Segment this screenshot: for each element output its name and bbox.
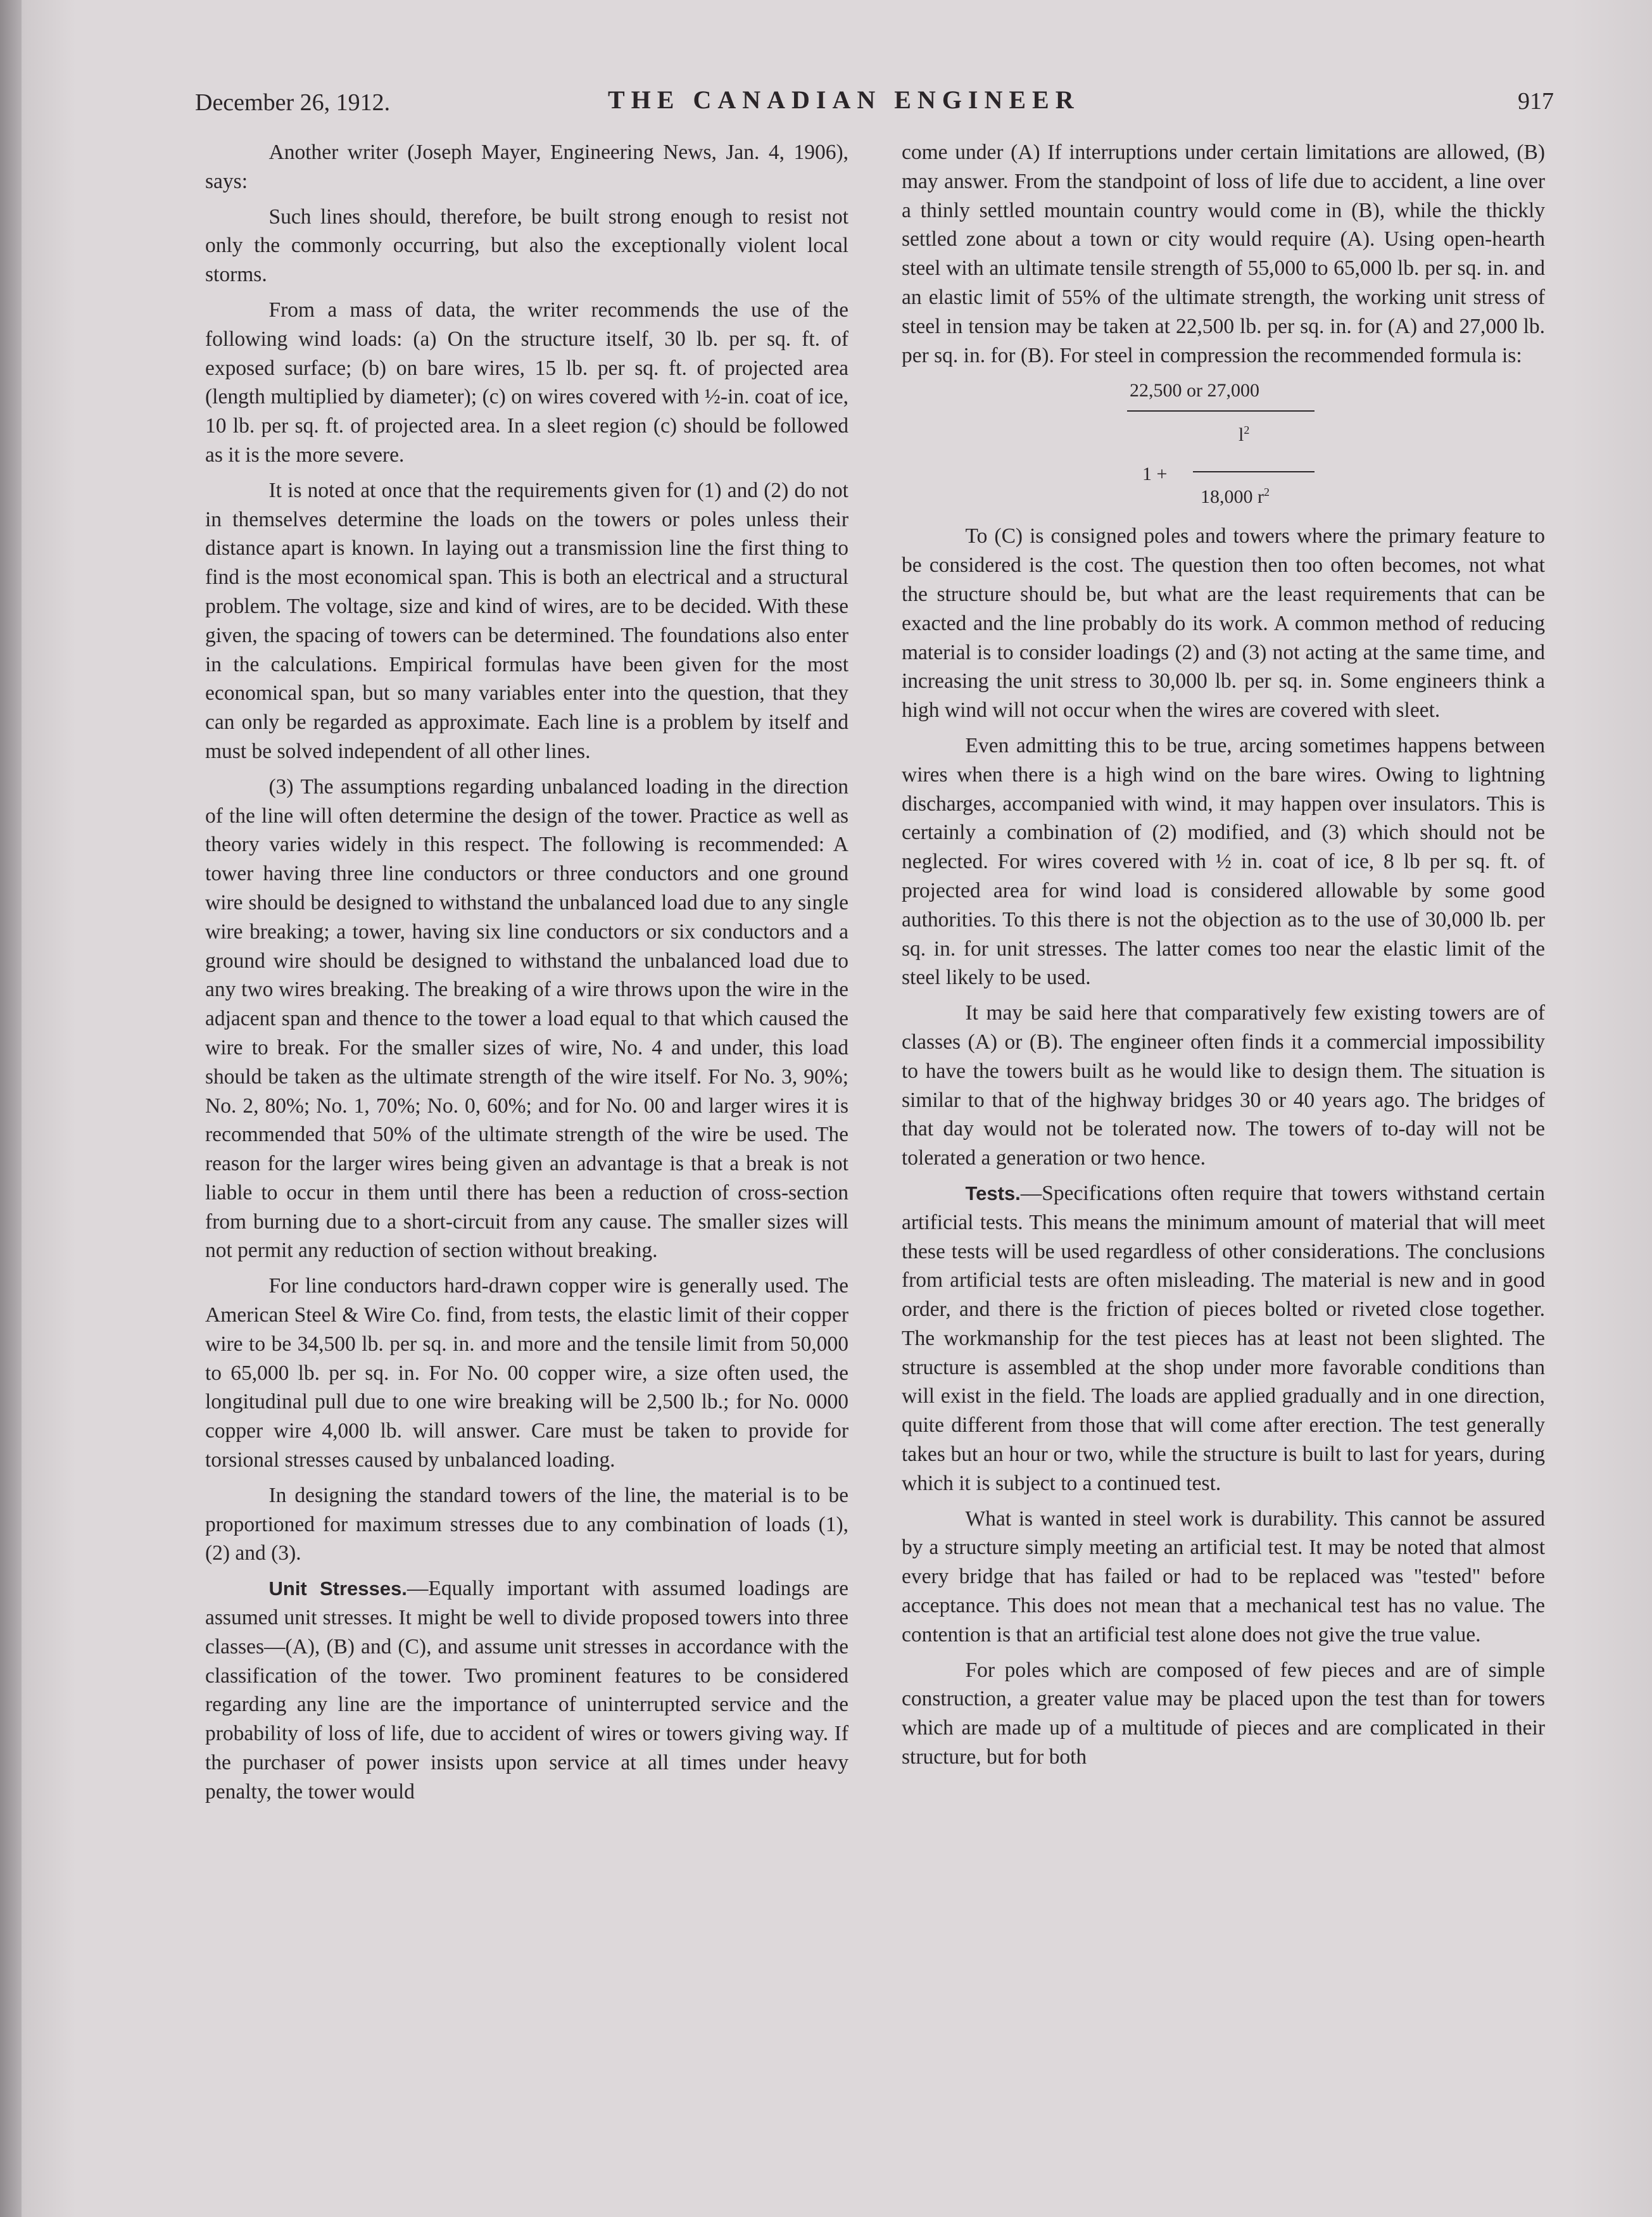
paragraph-text: —Specifications often require that towers withstand certain artificial tests. This means the minimum amount of material that will meet these tests will be used regardless of other considerations. The conclusions from artificial tests are often misleading. The material is new and in good order, and there is the friction of pieces bolted or riveted close together. The workmanship for the test pieces has at least not been slighted. The structure is assembled at the shop under more favorable conditions than will exist in the field. The loads are applied gradually and in one direction, quite different from those that will come after erection. The test generally takes but an hour or two, while the structure is built to last for years, during which it is subject to a continued test. bbox=[902, 1181, 1545, 1495]
formula-numerator: 22,500 or 27,000 bbox=[1130, 380, 1259, 401]
paragraph: (3) The assumptions regarding unbalanced loading in the direction of the line will often determine the design of the tower. Practice as well as theory varies widely in this respect. The following is recommended: A tower having three line conductors or three conductors and one ground wire should be designed to withstand the unbalanced load due to any single wire breaking; a tower, having six line conductors or six conductors and a ground wire should be designed to withstand the unbalanced load due to any two wires breaking. The breaking of a wire throws upon the wire in the adjacent span and thence to the tower a load equal to that which caused the wire to break. For the smaller sizes of wire, No. 4 and under, this load should be taken as the ultimate strength of the wire itself. For No. 3, 90%; No. 2, 80%; No. 1, 70%; No. 0, 60%; and for No. 00 and larger wires it is recommended that 50% of the ultimate strength of the wire be used. The reason for the larger wires being given an advantage is that a break is not liable to occur in them until there has been a reduction of cross-section from burning due to a short-circuit from any cause. The smaller sizes will not permit any reduction of section without breaking. bbox=[205, 774, 848, 1263]
inner-fraction-bar bbox=[1193, 471, 1315, 472]
paragraph: It may be said here that comparatively few existing towers are of classes (A) or (B). The engineer often finds it a commercial impossibility to have the towers built as he would like to design them. The situation is similar to that of the highway bridges 30 or 40 years ago. The bridges of that day would not be tolerated now. The towers of to-day will not be tolerated a generation or two hence. bbox=[902, 1001, 1545, 1170]
paragraph-unit-stresses bbox=[205, 1574, 848, 1806]
paragraph: In designing the standard towers of the line, the material is to be proportioned for maximum stresses due to any combination of loads (1), (2) and (3). bbox=[205, 1483, 848, 1565]
binding-gutter bbox=[0, 0, 22, 2217]
left-column bbox=[205, 138, 848, 1813]
paragraph: What is wanted in steel work is durability. This cannot be assured by a structure simply meeting an artificial test. It may be noted that almost every bridge that has failed or had to be replaced was "tested" before acceptance. This does not mean that a mechanical test has no value. The contention is that an artificial test alone does not give the true value. bbox=[902, 1506, 1545, 1646]
paragraph: To (C) is consigned poles and towers where the primary feature to be considered is the cost. The question then too often becomes, not what the structure should be, but what are the least requirements that can be exacted and the line probably do its work. A common method of reducing material is to consider loadings (2) and (3) not acting at the same time, and increasing the unit stress to 30,000 lb. per sq. in. Some engineers think a high wind will not occur when the wires are covered with sleet. bbox=[902, 524, 1545, 723]
paragraph: For poles which are composed of few pieces and are of simple construction, a greater value may be placed upon the test than for towers which are made up of a multitude of pieces and are complicated in their structure, but for both bbox=[902, 1658, 1545, 1769]
paragraph: Even admitting this to be true, arcing sometimes happens between wires when there is a high wind on the bare wires. Owing to lightning discharges, accompanied with wind, it may happen over insulators. This is certainly a combination of (2) modified, and (3) which should not be neglected. For wires covered with ½ in. coat of ice, 8 lb per sq. ft. of projected area for wind load is considered allowable by some good authorities. To this there is not the objection as to the use of 30,000 lb. per sq. in. for unit stresses. The latter comes too near the elastic limit of the steel likely to be used. bbox=[902, 733, 1545, 990]
journal-title: THE CANADIAN ENGINEER bbox=[608, 85, 1080, 114]
paragraph: Another writer (Joseph Mayer, Engineering News, Jan. 4, 1906), says: bbox=[205, 141, 848, 193]
page-number: 917 bbox=[1518, 88, 1554, 115]
formula-one-plus: 1 + bbox=[1142, 464, 1168, 485]
fraction-bar bbox=[1127, 410, 1315, 412]
paragraph: It is noted at once that the requirements given for (1) and (2) do not in themselves determine the loads on the towers or poles unless their distance apart is known. In laying out a transmission line the first thing to find is the most economical span. This is both an electrical and a structural problem. The voltage, size and kind of wires, are to be decided. With these given, the spacing of towers can be determined. The foundations also enter in the calculations. Empirical formulas have been given for the most economical span, but so many variables enter into the question, that they can only be regarded as approximate. Each line is a problem by itself and must be solved independent of all other lines. bbox=[205, 478, 848, 763]
paragraph: From a mass of data, the writer recommends the use of the following wind loads: (a) On the structure itself, 30 lb. per sq. ft. of exposed surface; (b) on bare wires, 15 lb. per sq. ft. of projected area (length multiplied by diameter); (c) on wires covered with ½-in. coat of ice, 10 lb. per sq. ft. of projected area. In a sleet region (c) should be followed as it is the more severe. bbox=[205, 298, 848, 467]
quoted-paragraph: Such lines should, therefore, be built strong enough to resist not only the commonly occurring, but also the exceptionally violent local storms. bbox=[205, 205, 848, 287]
formula-denominator: 18,000 $r^2$ bbox=[1201, 486, 1270, 508]
compression-formula bbox=[902, 376, 1545, 518]
right-column bbox=[902, 138, 1545, 1778]
section-heading: Unit Stresses. bbox=[268, 1577, 407, 1600]
paragraph-text: —Equally important with assumed loadings are assumed unit stresses. It might be well to divide proposed towers into three classes—(A), (B) and (C), and assume unit stresses in accordance with the classification of the tower. Two prominent features to be considered regarding any line are the importance of uninterrupted service and the probability of loss of life, due to accident of wires or towers giving way. If the purchaser of power insists upon service at all times under heavy penalty, the tower would bbox=[205, 1577, 848, 1803]
section-heading: Tests. bbox=[965, 1182, 1021, 1204]
formula-l-squared: $l^2$ bbox=[1239, 424, 1250, 446]
paragraph: come under (A) If interruptions under certain limitations are allowed, (B) may answer. From the standpoint of loss of life due to accident, a line over a thinly settled mountain country would come in (B), while the thickly settled zone about a town or city would require (A). Using open-hearth steel with an ultimate tensile strength of 55,000 to 65,000 lb. per sq. in. and an elastic limit of 55% of the ultimate strength, the working unit stress of steel in tension may be taken at 22,500 lb. per sq. in. for (A) and 27,000 lb. per sq. in. for (B). For steel in compression the recommended formula is: bbox=[902, 141, 1545, 367]
paragraph: For line conductors hard-drawn copper wire is generally used. The American Steel & Wire Co. find, from tests, the elastic limit of their copper wire to be 34,500 lb. per sq. in. and more and the tensile limit from 50,000 to 65,000 lb. per sq. in. For No. 00 copper wire, a size often used, the longitudinal pull due to one wire breaking will be 2,500 lb.; for No. 0000 copper wire 4,000 lb. will answer. Care must be taken to provide for torsional stresses caused by unbalanced loading. bbox=[205, 1274, 848, 1472]
running-header bbox=[190, 81, 1558, 119]
paragraph-tests bbox=[902, 1179, 1545, 1498]
issue-date: December 26, 1912. bbox=[195, 89, 391, 116]
